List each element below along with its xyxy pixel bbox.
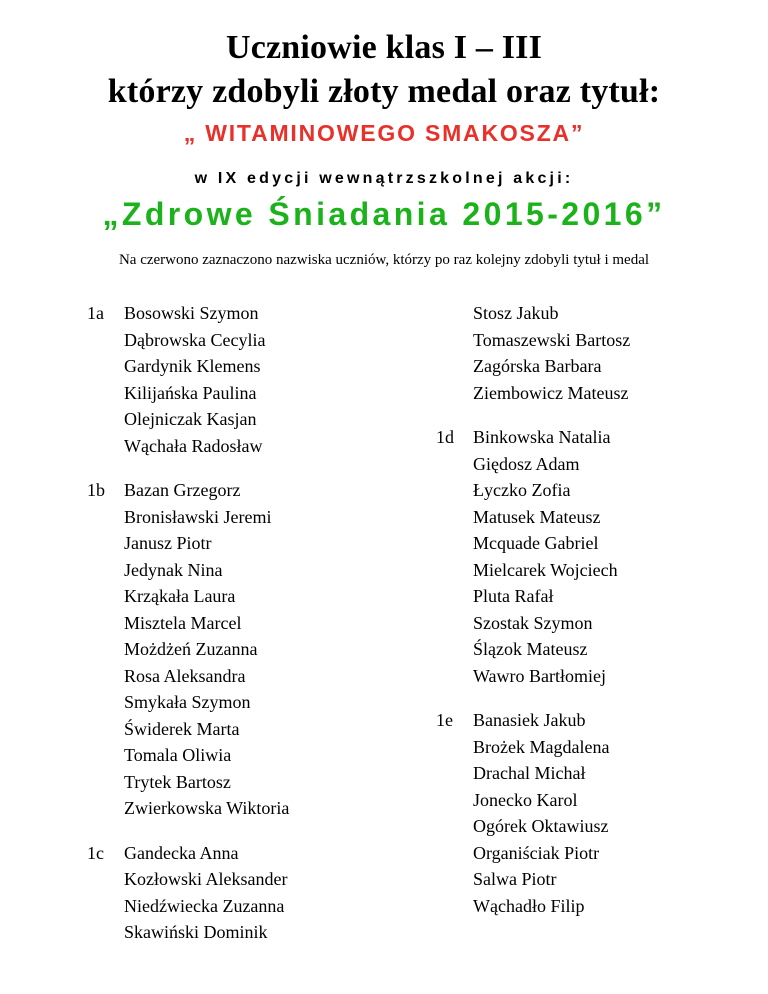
student-name: Bazan Grzegorz [124,480,241,500]
title-line-2: którzy zdobyli złoty medal oraz tytuł: [107,73,661,110]
student-name: Binkowska Natalia [473,427,611,447]
class-group-1a [87,300,407,459]
student-name: Kilijańska Paulina [124,382,257,403]
campaign-title: „Zdrowe Śniadania 2015-2016” [102,196,666,232]
student-name: Drachal Michał [473,763,586,783]
student-name: Wawro Bartłomiej [473,665,607,686]
student-name: Rosa Aleksandra [124,665,246,686]
student-name: Możdżeń Zuzanna [124,639,258,659]
student-name: Zagórska Barbara [473,356,602,376]
class-label: 1c [87,842,104,863]
student-name: Mcquade Gabriel [473,533,599,553]
class-group-1d [436,424,736,689]
student-list [473,424,736,689]
student-name: Krząkała Laura [124,586,236,606]
left-column [87,300,407,946]
student-list [124,840,407,946]
student-name: Brożek Magdalena [473,736,610,757]
student-name: Gandecka Anna [124,842,239,863]
student-name: Wąchadło Filip [473,895,585,916]
student-name: Matusek Mateusz [473,506,601,527]
student-name: Jedynak Nina [124,559,223,580]
student-name: Tomala Oliwia [124,745,232,765]
student-name: Skawiński Dominik [124,922,268,942]
student-name: Świderek Marta [124,718,240,739]
student-name: Ogórek Oktawiusz [473,816,609,836]
student-name: Gardynik Klemens [124,356,261,376]
student-name: Tomaszewski Bartosz [473,329,631,350]
student-name: Zwierkowska Wiktoria [124,798,290,818]
class-label: 1e [436,710,453,730]
student-name: Niedźwiecka Zuzanna [124,895,285,916]
student-list [473,300,736,406]
student-name: Dąbrowska Cecylia [124,329,266,350]
edition-line: w IX edycji wewnątrzszkolnej akcji: [194,170,574,187]
award-title: „ WITAMINOWEGO SMAKOSZA” [183,120,585,146]
student-name: Misztela Marcel [124,612,242,633]
student-list [124,300,407,459]
student-name: Olejniczak Kasjan [124,409,257,429]
class-group-continuation [436,300,736,406]
class-group-1e [436,707,736,919]
student-name: Giędosz Adam [473,453,580,474]
student-name: Jonecko Karol [473,789,578,810]
student-name: Bronisławski Jeremi [124,506,272,527]
class-group-1b [87,477,407,822]
student-name: Bosowski Szymon [124,303,259,323]
note-line: Na czerwono zaznaczono nazwiska uczniów, którzy po raz kolejny zdobyli tytuł i medal [118,252,650,268]
student-name: Łyczko Zofia [473,480,571,500]
student-list [124,477,407,822]
student-name: Salwa Piotr [473,869,557,889]
student-name: Szostak Szymon [473,612,593,633]
class-label: 1a [87,303,104,323]
student-name: Banasiek Jakub [473,710,586,730]
right-column [436,300,736,919]
student-name: Ślązok Mateusz [473,639,588,659]
student-name: Kozłowski Aleksander [124,869,288,889]
student-name: Stosz Jakub [473,303,559,323]
title-line-1: Uczniowie klas I – III [225,29,543,66]
student-name: Ziembowicz Mateusz [473,382,629,403]
student-name: Mielcarek Wojciech [473,559,618,580]
student-name: Organiściak Piotr [473,842,600,863]
student-name: Pluta Rafał [473,586,554,606]
student-list [473,707,736,919]
student-name: Trytek Bartosz [124,771,231,792]
student-name: Wąchała Radosław [124,435,263,456]
class-group-1c [87,840,407,946]
student-name: Smykała Szymon [124,692,251,712]
class-label: 1d [436,427,454,447]
student-name: Janusz Piotr [124,533,212,553]
class-label: 1b [87,480,105,500]
